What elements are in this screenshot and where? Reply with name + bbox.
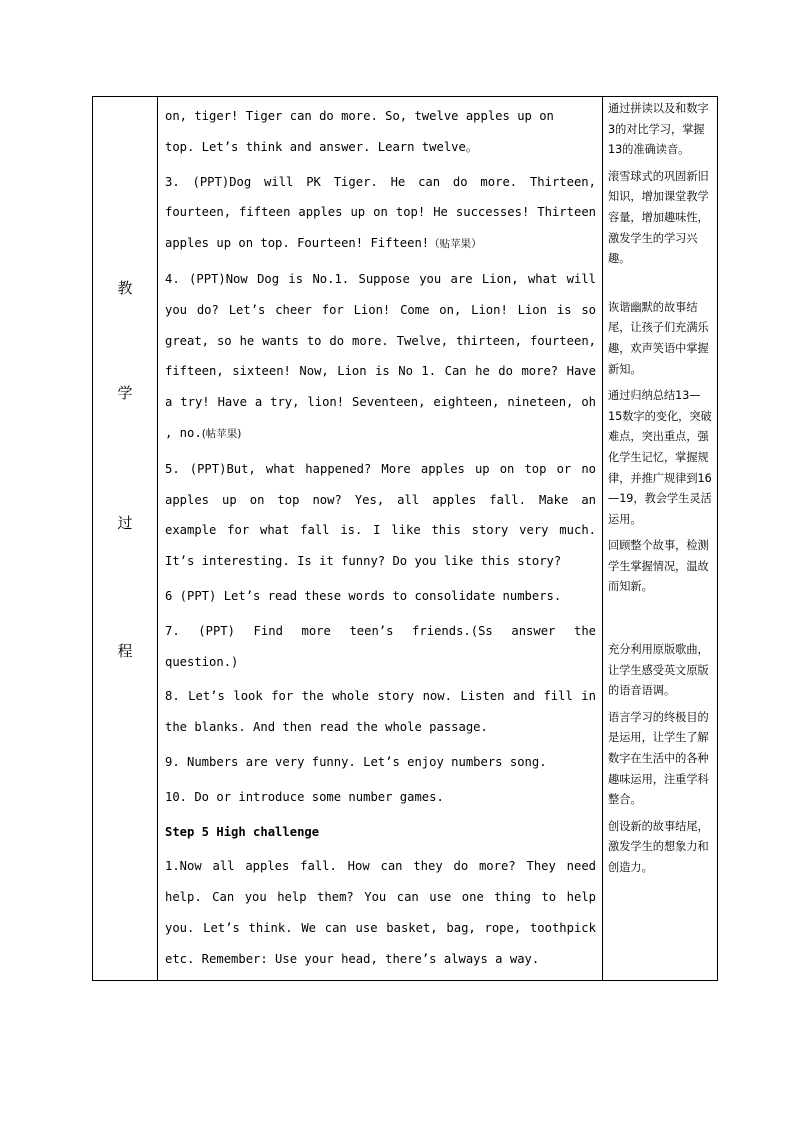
paragraph-line: on, tiger! Tiger can do more. So, twelve apples up on [165, 109, 554, 123]
teaching-process-cell [158, 97, 603, 981]
section-label-char: 学 [117, 384, 133, 402]
paragraph-step-7: 7. (PPT) Find more teen’s friends.(Ss answer the question.) [165, 623, 596, 669]
paragraph-step-5: 5. (PPT)But, what happened? More apples up on top or no apples up on top now? Yes, all apples fall. Make an example for what fall is. I like this story very much. It’s interesting. Is it funny? Do you like this story? [165, 461, 596, 569]
table-row [93, 97, 718, 981]
section-label-char: 程 [117, 642, 133, 660]
design-note: 创设新的故事结尾，激发学生的想象力和创造力。 [608, 819, 709, 874]
paragraph-step-10: 10. Do or introduce some number games. [165, 789, 444, 804]
section-label-char: 教 [117, 279, 133, 297]
design-note: 通过拼读以及和数字3的对比学习，掌握13的准确读音。 [608, 102, 709, 157]
step-heading: Step 5 High challenge [165, 824, 320, 839]
design-note: 语言学习的终极目的是运用，让学生了解数字在生活中的各种趣味运用，注重学科整合。 [608, 710, 709, 807]
section-label-cell [93, 97, 158, 981]
paragraph-text: 3. (PPT)Dog will PK Tiger. He can do more. Thirteen, fourteen, fifteen apples up on top! He successes! Thirteen apples up on top. Fourteen! Fifteen! [165, 174, 596, 251]
design-note: 滚雪球式的巩固新旧知识，增加课堂教学容量，增加趣味性，激发学生的学习兴趣。 [608, 169, 709, 266]
paragraph-step-8: 8. Let’s look for the whole story now. Listen and fill in the blanks. And then read the whole passage. [165, 689, 596, 735]
paragraph-text: 4. (PPT)Now Dog is No.1. Suppose you are Lion, what will you do? Let’s cheer for Lion! Come on, Lion! Lion is so great, so he wants to do more. Twelve, thirteen, fourteen, fifteen, sixteen! Now, Lion is No 1. Can he do more? Have a try! Have a try, lion! Seventeen, eighteen, nineteen, oh , no. [165, 271, 596, 440]
section-label-char: 过 [117, 514, 133, 532]
design-note: 充分利用原版歌曲，让学生感受英文原版的语音语调。 [608, 643, 709, 698]
paragraph-step-6: 6 (PPT) Let’s read these words to consolidate numbers. [165, 588, 562, 603]
design-notes-cell [603, 97, 718, 981]
design-note: 通过归纳总结13—15数字的变化，突破难点，突出重点，强化学生记忆，掌握规律，并推广规律到16—19，教会学生灵活运用。 [608, 389, 712, 526]
lesson-plan-table [92, 96, 718, 981]
paragraph-step-3 [165, 167, 596, 260]
paragraph-challenge: 1.Now all apples fall. How can they do more? They need help. Can you help them? You can use one thing to help you. Let’s think. We can use basket, bag, rope, toothpick etc. Remember: Use your head, there’s always a way. [165, 859, 596, 966]
paragraph-note: (帖苹果) [201, 427, 242, 440]
design-note: 诙谐幽默的故事结尾，让孩子们充满乐趣，欢声笑语中掌握新知。 [608, 300, 709, 376]
paragraph-line: top. Let’s think and answer. Learn twelve。 [165, 139, 479, 154]
paragraph-step-9: 9. Numbers are very funny. Let’s enjoy numbers song. [165, 754, 547, 769]
design-note: 回顾整个故事，检测学生掌握情况，温故而知新。 [608, 539, 709, 594]
paragraph-note: （贴苹果） [429, 238, 482, 251]
paragraph-step-4 [165, 264, 596, 450]
